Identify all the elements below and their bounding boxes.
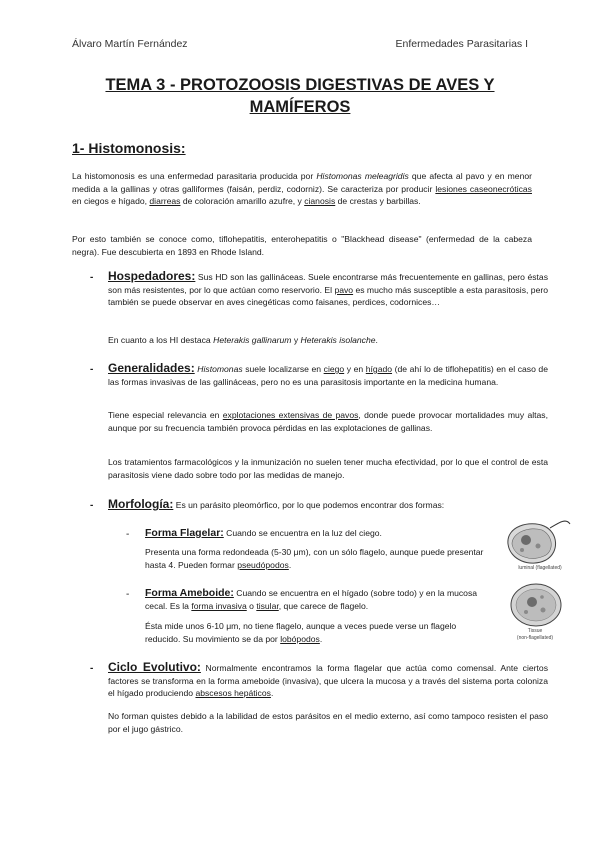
bullet: - xyxy=(90,272,94,283)
page-title xyxy=(60,74,540,118)
header-author: Álvaro Martín Fernández xyxy=(72,38,188,50)
sub-bullet: - xyxy=(126,589,130,600)
underlined-term: lobópodos xyxy=(280,633,320,644)
ciclo-paragraph-2: No forman quistes debido a la labilidad de estos parásitos en el medio externo, así como tampoco resisten el paso por el jugo gástrico. xyxy=(108,711,548,734)
ciclo-heading: Ciclo Evolutivo: xyxy=(108,660,201,674)
bullet: - xyxy=(90,500,94,511)
underlined-term: lesiones caseonecróticas xyxy=(435,183,532,194)
generalidades-block xyxy=(108,362,548,388)
text: . xyxy=(319,633,323,644)
text: En cuanto a los HI destaca xyxy=(108,335,214,345)
figure-caption: luminal (flagellated) xyxy=(518,565,562,571)
flagellated-form-illustration xyxy=(500,514,580,570)
underlined-term: diarreas xyxy=(149,196,181,207)
species-name: Heterakis isolanche xyxy=(300,335,376,345)
figure-caption: (non-flagellated) xyxy=(516,635,554,641)
bullet: - xyxy=(90,663,94,674)
text: . xyxy=(288,559,292,570)
text: y xyxy=(291,335,301,345)
underlined-term: cianosis xyxy=(304,196,336,207)
text: , que carece de flagelo. xyxy=(278,600,369,611)
underlined-term: hígado xyxy=(365,364,393,374)
text: Cuando se encuentra en el hígado (sobre todo) y en la mucosa cecal. Es la xyxy=(145,588,478,611)
text: , donde puede provocar mortalidades muy altas, aunque por su frecuencia también provoca pérdidas en las explotaciones de gallinas. xyxy=(108,410,548,433)
text: y en xyxy=(344,364,366,374)
text: La histomonosis es una enfermedad parasitaria producida por xyxy=(72,171,317,181)
title-line-1: TEMA 3 - PROTOZOOSIS DIGESTIVAS DE AVES Y xyxy=(105,76,495,94)
underlined-term: pseudópodos xyxy=(237,559,289,570)
morfologia-heading: Morfología: xyxy=(108,497,174,511)
text: o xyxy=(246,600,257,611)
underlined-term: abscesos hepáticos xyxy=(195,688,271,699)
text: (de ahí lo de tiflohepatitis) en el caso de las formas invasivas de las gallináceas, pero no es una parasitosis importante en la medicina humana. xyxy=(108,364,548,387)
underlined-term: explotaciones extensivas de pavos xyxy=(222,410,359,420)
hospedadores-block xyxy=(108,270,548,309)
ameboide-paragraph xyxy=(145,620,485,645)
header-course: Enfermedades Parasitarias I xyxy=(395,38,528,50)
text: Normalmente encontramos la forma flagelar que actúa como comensal. Ante ciertos factores se transforma en la forma ameboide (invasiva), que ulcera la mucosa y a través del sistema porta coloniza el hígado produciendo xyxy=(108,663,548,699)
text: Sus HD son las gallináceas. Suele encontrarse más frecuentemente en gallinas, pero éstas son más resistentes, por lo que actúan como reservorio. El xyxy=(108,272,548,295)
hospedadores-hi xyxy=(108,334,548,347)
text: Presenta una forma redondeada (5-30 μm), con un sólo flagelo, aunque puede presentar hasta 4. Pueden formar xyxy=(145,547,484,570)
generalidades-paragraph-2 xyxy=(108,409,548,434)
species-name: Heterakis gallinarum xyxy=(213,335,292,345)
species-name: Histomonas meleagridis xyxy=(316,171,409,181)
text: suele localizarse en xyxy=(242,364,324,374)
text: Cuando se encuentra en la luz del ciego. xyxy=(223,528,382,538)
underlined-term: ciego xyxy=(323,364,345,374)
ameboide-heading: Forma Ameboide: xyxy=(145,587,234,599)
text: Tiene especial relevancia en xyxy=(108,410,223,420)
text: es mucho más susceptible a esta parasitosis, pero también se puede observar en aves cinegéticas como faisanes, perdices, codornices… xyxy=(108,284,548,308)
flagelar-paragraph xyxy=(145,546,485,571)
generalidades-paragraph-3: Los tratamientos farmacológicos y la inmunización no suelen tener mucha efectividad, por lo que el control de esta parasitosis viene dado sobre todo por las medidas de manejo. xyxy=(108,457,548,480)
text: Ésta mide unos 6-10 μm, no tiene flagelo, aunque a veces puede verse un flagelo reducido. Su movimiento se da por xyxy=(145,621,457,644)
intro-paragraph-2: Por esto también se conoce como, tiflohepatitis, enterohepatitis o "Blackhead disease" (enfermedad de la cabeza negra). Fue descubierta en 1893 en Rhode Island. xyxy=(72,234,532,257)
sub-bullet: - xyxy=(126,529,130,540)
species-name: Histomonas xyxy=(197,364,243,374)
text: de crestas y barbillas. xyxy=(335,196,421,207)
bullet: - xyxy=(90,364,94,375)
ameboide-block xyxy=(145,587,485,612)
flagelar-heading: Forma Flagelar: xyxy=(145,527,224,539)
ciclo-block xyxy=(108,661,548,700)
flagelar-block xyxy=(145,527,485,540)
underlined-term: pavo xyxy=(334,284,354,295)
figure-caption: Tissue xyxy=(527,628,543,634)
tissue-form-illustration xyxy=(508,582,564,628)
text: Es un parásito pleomórfico, por lo que podemos encontrar dos formas: xyxy=(173,500,445,510)
text: . xyxy=(375,335,378,345)
underlined-term: tisular xyxy=(256,600,279,611)
intro-paragraph-1 xyxy=(72,170,532,208)
title-line-2: MAMÍFEROS xyxy=(249,98,351,116)
text: . xyxy=(270,688,274,699)
hospedadores-heading: Hospedadores: xyxy=(108,269,196,283)
text: que afecta al pavo y en menor medida a la gallinas y otras galliformes (faisán, perdiz, codorniz). Se caracteriza por producir xyxy=(72,171,532,194)
morfologia-block xyxy=(108,498,548,512)
section-heading-histomonosis: 1- Histomonosis: xyxy=(72,140,186,156)
text: en ciegos e hígado, xyxy=(72,196,150,207)
underlined-term: forma invasiva xyxy=(191,600,247,611)
generalidades-heading: Generalidades: xyxy=(108,361,195,375)
text: de coloración amarillo azufre, y xyxy=(180,196,305,207)
